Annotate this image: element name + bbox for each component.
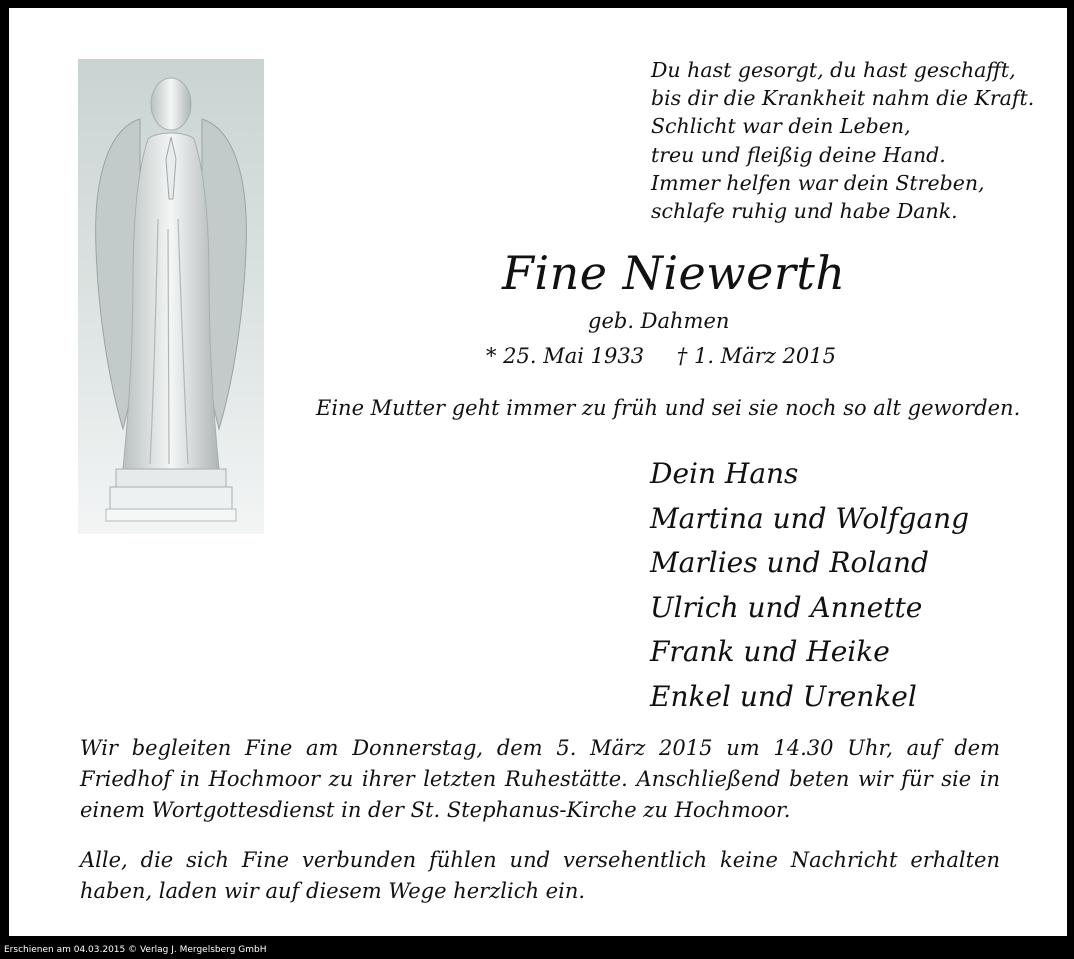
poem-line: schlafe ruhig und habe Dank. xyxy=(651,199,958,224)
life-dates xyxy=(486,344,836,368)
mourner: Frank und Heike xyxy=(650,635,890,669)
mourners-list xyxy=(650,452,969,720)
poem-line: Immer helfen war dein Streben, xyxy=(651,170,985,195)
maiden-name: geb. Dahmen xyxy=(588,309,730,333)
birth-date: * 25. Mai 1933 xyxy=(486,344,645,368)
poem-line: Schlicht war dein Leben, xyxy=(651,114,911,139)
mourner: Enkel und Urenkel xyxy=(650,679,917,713)
poem-line: treu und fleißig deine Hand. xyxy=(651,142,946,167)
poem xyxy=(651,56,1034,225)
deceased-name: Fine Niewerth xyxy=(502,246,846,300)
mourner: Martina und Wolfgang xyxy=(650,501,970,535)
quote: Eine Mutter geht immer zu früh und sei sie noch so alt geworden. xyxy=(316,396,1021,420)
death-date: † 1. März 2015 xyxy=(676,344,836,368)
mourner: Dein Hans xyxy=(650,457,799,490)
publication-footer: Erschienen am 04.03.2015 © Verlag J. Mergelsberg GmbH xyxy=(4,945,267,955)
mourner: Marlies und Roland xyxy=(650,546,929,580)
funeral-details: Wir begleiten Fine am Donnerstag, dem 5. März 2015 um 14.30 Uhr, auf dem Friedhof in Hochmoor zu ihrer letzten Ruhestätte. Anschließend beten wir für sie in einem Wortgottesdienst in der St. Stephanus-Kirche zu Hochmoor. xyxy=(80,736,1000,822)
angel-statue-image xyxy=(78,59,264,534)
poem-line: bis dir die Krankheit nahm die Kraft. xyxy=(651,86,1035,111)
mourner: Ulrich und Annette xyxy=(650,590,923,624)
invitation-text: Alle, die sich Fine verbunden fühlen und versehentlich keine Nachricht erhalten haben, laden wir auf diesem Wege herzlich ein. xyxy=(80,848,1000,903)
poem-line: Du hast gesorgt, du hast geschafft, xyxy=(651,58,1016,82)
